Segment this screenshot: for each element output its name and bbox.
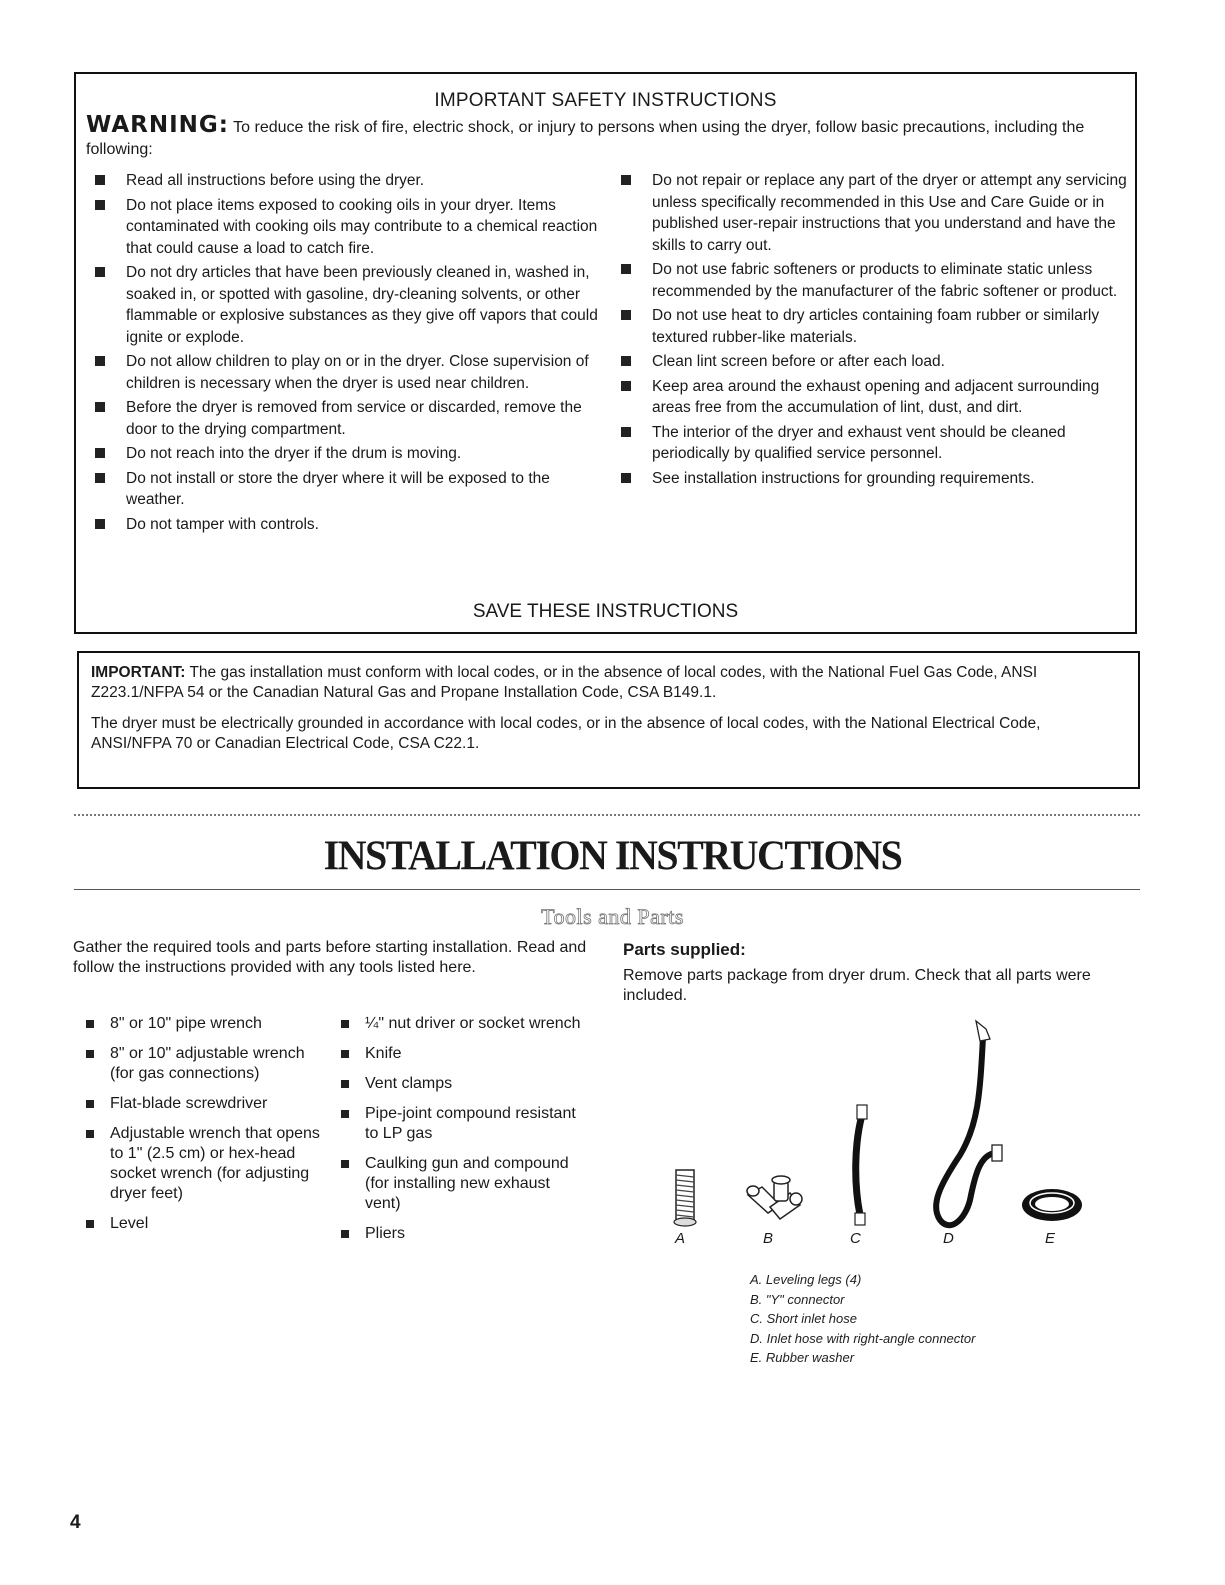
caption-item: B. "Y" connector: [750, 1291, 845, 1307]
page-number: 4: [70, 1512, 81, 1533]
bullet-icon: [341, 1110, 349, 1118]
bullet-icon: [95, 200, 105, 210]
important-notice-box: [77, 651, 1140, 789]
bullet-icon: [341, 1020, 349, 1028]
bullet-icon: [86, 1130, 94, 1138]
safety-list-left: [86, 170, 606, 538]
part-label-a: A: [675, 1230, 686, 1247]
list-item: Caulking gun and compound (for installing new exhaust vent): [328, 1154, 588, 1214]
caption-item: D. Inlet hose with right-angle connector: [750, 1330, 976, 1346]
tools-list-left: [73, 1014, 333, 1244]
safety-title: IMPORTANT SAFETY INSTRUCTIONS: [434, 90, 777, 111]
list-item: Level: [73, 1214, 333, 1234]
caption-item: C. Short inlet hose: [750, 1311, 857, 1326]
inlet-hose-illustration: [936, 1021, 1002, 1225]
list-item: Do not place items exposed to cooking oils in your dryer. Items contaminated with cooking oils may contribute to a chemical reaction that could cause a load to catch fire.: [86, 195, 606, 260]
important-paragraph-electric: The dryer must be electrically grounded in accordance with local codes, or in the absence of local codes, with the National Electrical Code, ANSI/NFPA 70 or Canadian Electrical Code, CSA C22.1.: [91, 715, 1041, 752]
bullet-icon: [621, 381, 631, 391]
bullet-icon: [95, 175, 105, 185]
list-item: The interior of the dryer and exhaust vent should be cleaned periodically by qualified service personnel.: [612, 422, 1132, 465]
bullet-icon: [341, 1080, 349, 1088]
safety-instructions-box: [74, 72, 1137, 634]
installation-heading: INSTALLATION INSTRUCTIONS: [323, 831, 902, 880]
list-item: Pliers: [328, 1224, 588, 1244]
rubber-washer-illustration: [1022, 1189, 1082, 1221]
parts-supplied-text: Remove parts package from dryer drum. Check that all parts were included.: [623, 967, 1091, 1004]
bullet-icon: [341, 1160, 349, 1168]
tools-list-right: [328, 1014, 588, 1254]
important-label: IMPORTANT:: [91, 664, 186, 681]
save-instructions-line: SAVE THESE INSTRUCTIONS: [472, 601, 739, 622]
list-item: Do not install or store the dryer where it will be exposed to the weather.: [86, 468, 606, 511]
safety-list-right: [612, 170, 1132, 492]
bullet-icon: [86, 1220, 94, 1228]
list-item: Clean lint screen before or after each load.: [612, 351, 1132, 373]
caption-item: A. Leveling legs (4): [750, 1272, 862, 1287]
parts-captions: [750, 1270, 1130, 1368]
list-item: Do not use fabric softeners or products to eliminate static unless recommended by the manufacturer of the fabric softener or product.: [612, 259, 1132, 302]
part-label-c: C: [850, 1230, 861, 1247]
bullet-icon: [86, 1050, 94, 1058]
list-item: Do not reach into the dryer if the drum is moving.: [86, 443, 606, 465]
y-connector-illustration: [747, 1176, 802, 1219]
bullet-icon: [621, 175, 631, 185]
warning-label: WARNING:: [86, 112, 229, 138]
short-inlet-hose-illustration: [855, 1105, 867, 1225]
list-item: Flat-blade screwdriver: [73, 1094, 333, 1114]
bullet-icon: [95, 402, 105, 412]
bullet-icon: [95, 356, 105, 366]
part-label-d: D: [943, 1230, 954, 1247]
bullet-icon: [95, 267, 105, 277]
caption-item: E. Rubber washer: [750, 1350, 855, 1365]
parts-supplied-heading: Parts supplied:: [623, 940, 746, 959]
bullet-icon: [86, 1100, 94, 1108]
bullet-icon: [95, 473, 105, 483]
list-item: Do not repair or replace any part of the dryer or attempt any servicing unless specifically recommended in this Use and Care Guide or in published user-repair instructions that you understand and have the skills to carry out.: [612, 170, 1132, 256]
list-item: 8" or 10" pipe wrench: [73, 1014, 333, 1034]
warning-paragraph: [86, 114, 1126, 161]
bullet-icon: [621, 264, 631, 274]
list-item: See installation instructions for grounding requirements.: [612, 468, 1132, 490]
list-item: Read all instructions before using the dryer.: [86, 170, 606, 192]
bullet-icon: [341, 1230, 349, 1238]
list-item: Do not tamper with controls.: [86, 514, 606, 536]
gather-instructions: Gather the required tools and parts before starting installation. Read and follow the instructions provided with any tools listed here.: [73, 939, 587, 976]
tools-and-parts-heading: Tools and Parts: [541, 904, 684, 929]
list-item: Before the dryer is removed from service or discarded, remove the door to the drying compartment.: [86, 397, 606, 440]
list-item: Keep area around the exhaust opening and adjacent surrounding areas free from the accumulation of lint, dust, and dirt.: [612, 376, 1132, 419]
bullet-icon: [341, 1050, 349, 1058]
bullet-icon: [621, 310, 631, 320]
list-item: Knife: [328, 1044, 588, 1064]
bullet-icon: [86, 1020, 94, 1028]
bullet-icon: [95, 448, 105, 458]
list-item: Vent clamps: [328, 1074, 588, 1094]
list-item: 8" or 10" adjustable wrench (for gas connections): [73, 1044, 333, 1084]
list-item: Do not allow children to play on or in the dryer. Close supervision of children is necessary when the dryer is used near children.: [86, 351, 606, 394]
list-item: Adjustable wrench that opens to 1" (2.5 cm) or hex-head socket wrench (for adjusting dryer feet): [73, 1124, 333, 1204]
bullet-icon: [95, 519, 105, 529]
list-item: Do not dry articles that have been previously cleaned in, washed in, soaked in, or spotted with gasoline, dry-cleaning solvents, or other flammable or explosive substances as they give off vapors that could ignite or explode.: [86, 262, 606, 348]
list-item: Pipe-joint compound resistant to LP gas: [328, 1104, 588, 1144]
important-paragraph-gas: IMPORTANT: The gas installation must conform with local codes, or in the absence of local codes, with the National Fuel Gas Code, ANSI Z223.1/NFPA 54 or the Canadian Natural Gas and Propane Installation Code, CSA B149.1.: [91, 664, 1038, 701]
part-label-b: B: [763, 1230, 774, 1247]
list-item: ¼" nut driver or socket wrench: [328, 1014, 588, 1034]
bullet-icon: [621, 473, 631, 483]
parts-illustration: [640, 1015, 1120, 1255]
list-item: Do not use heat to dry articles containing foam rubber or similarly textured rubber-like materials.: [612, 305, 1132, 348]
section-divider: [74, 814, 1140, 816]
bullet-icon: [621, 427, 631, 437]
leveling-leg-illustration: [674, 1170, 696, 1226]
heading-rule: [74, 889, 1140, 890]
bullet-icon: [621, 356, 631, 366]
part-label-e: E: [1045, 1230, 1056, 1247]
warning-text: To reduce the risk of fire, electric shock, or injury to persons when using the dryer, follow basic precautions, including the following:: [86, 119, 1085, 158]
